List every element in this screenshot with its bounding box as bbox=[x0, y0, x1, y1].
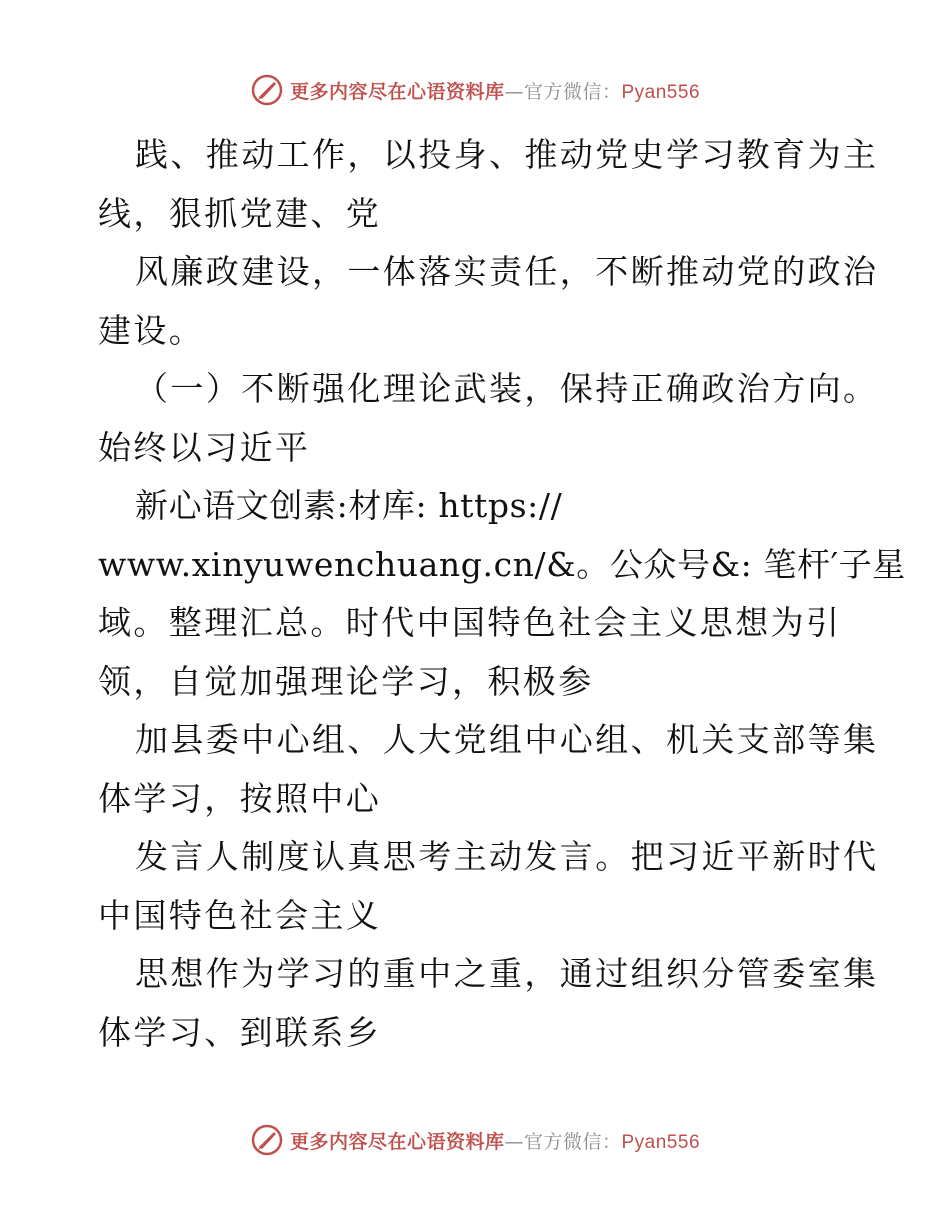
text-line: 体学习、到联系乡 bbox=[98, 1012, 382, 1052]
text-line: 线，狠抓党建、党 bbox=[98, 193, 382, 233]
text-line: 始终以习近平 bbox=[98, 427, 311, 467]
text-line: www.xinyuwenchuang.cn/&。公众号&: 笔杆′子星 bbox=[98, 544, 906, 584]
watermark-library-name: 更多内容尽在心语资料库 bbox=[289, 1130, 505, 1153]
watermark-text bbox=[290, 77, 700, 104]
text-line: （一）不断强化理论武装，保持正确政治方向。 bbox=[135, 369, 879, 408]
text-line: 体学习，按照中心 bbox=[98, 778, 382, 818]
text-line: 风廉政建设，一体落实责任，不断推动党的政治 bbox=[135, 252, 879, 291]
header-watermark bbox=[0, 70, 950, 110]
text-line: 中国特色社会主义 bbox=[98, 895, 382, 935]
text-line: 建设。 bbox=[98, 310, 205, 350]
watermark-text bbox=[290, 1127, 700, 1154]
watermark-wechat-label: —官方微信： bbox=[504, 80, 622, 103]
text-line: 域。整理汇总。时代中国特色社会主义思想为引 bbox=[98, 603, 842, 642]
footer-watermark bbox=[0, 1120, 950, 1160]
watermark-account-id: Pyan556 bbox=[621, 1131, 701, 1153]
text-line: 加县委中心组、人大党组中心组、机关支部等集 bbox=[135, 720, 879, 759]
document-body bbox=[98, 126, 906, 1062]
watermark-account-id: Pyan556 bbox=[621, 81, 701, 103]
watermark-library-name: 更多内容尽在心语资料库 bbox=[289, 80, 505, 103]
quill-logo-icon bbox=[250, 73, 284, 107]
text-line: 践、推动工作，以投身、推动党史学习教育为主 bbox=[135, 135, 879, 174]
text-line: 领，自觉加强理论学习，积极参 bbox=[98, 661, 594, 701]
watermark-wechat-label: —官方微信： bbox=[504, 1130, 622, 1153]
text-line: 新心语文创素:材库: https:// bbox=[135, 486, 563, 525]
text-line: 思想作为学习的重中之重，通过组织分管委室集 bbox=[135, 954, 879, 993]
text-line: 发言人制度认真思考主动发言。把习近平新时代 bbox=[135, 837, 879, 876]
quill-logo-icon bbox=[250, 1123, 284, 1157]
